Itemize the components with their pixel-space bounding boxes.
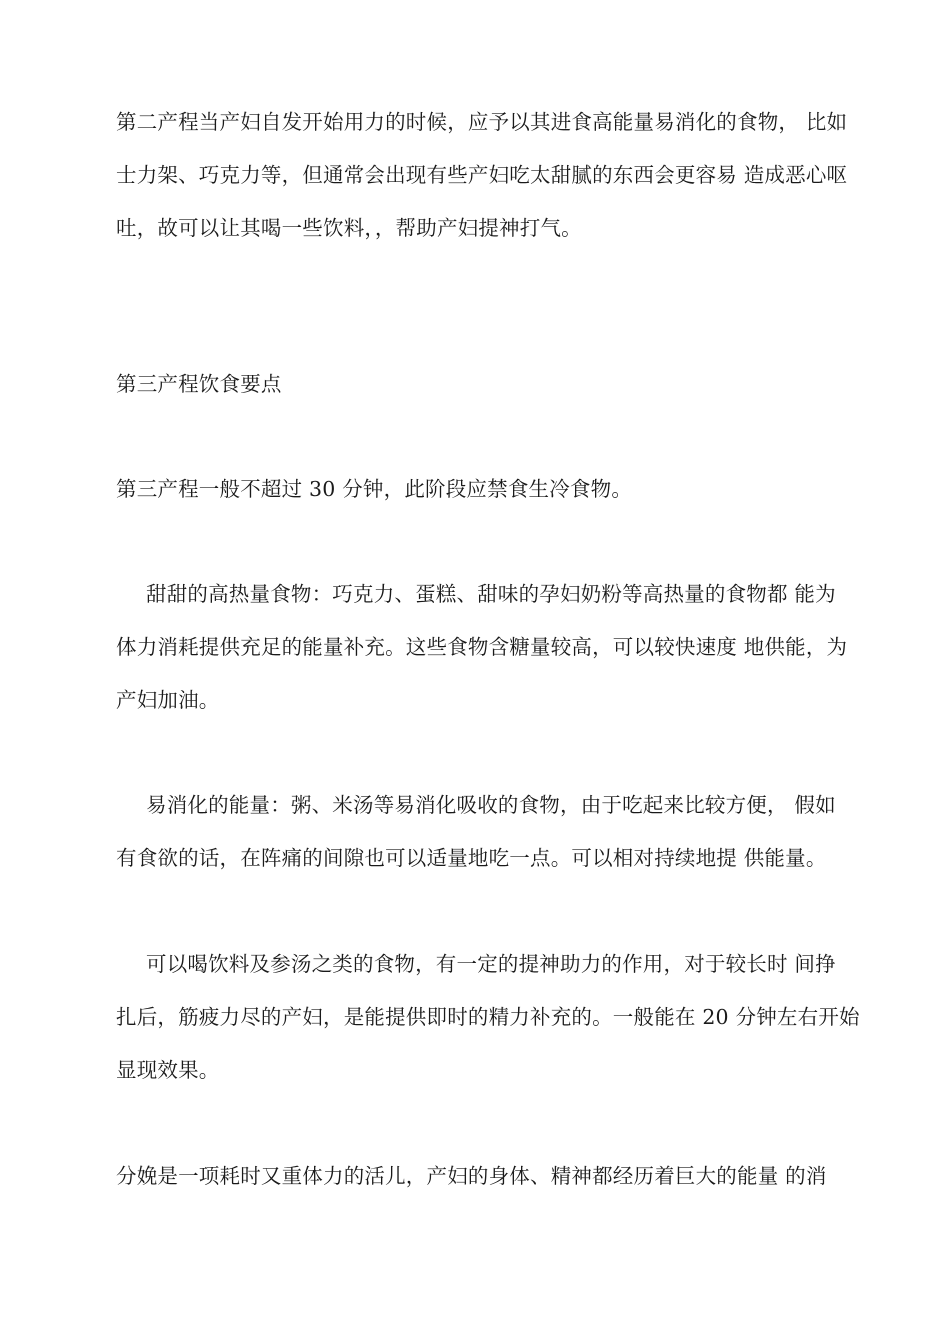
section-heading-third-stage [116,358,846,411]
text-line: 甜甜的高热量食物：巧克力、蛋糕、甜味的孕妇奶粉等高热量的食物都 能为 [146,582,836,606]
text-line: 吐，故可以让其喝一些饮料，，帮助产妇提神打气。 [116,216,582,240]
text-line: 有食欲的话，在阵痛的间隙也可以适量地吃一点。可以相对持续地提 供能量。 [116,846,827,870]
text-line: 士力架、巧克力等，但通常会出现有些产妇吃太甜腻的东西会更容易 造成恶心呕 [116,163,848,187]
text-line: 可以喝饮料及参汤之类的食物，有一定的提神助力的作用，对于较长时 间挣 [146,952,836,976]
paragraph-second-stage [116,96,846,255]
text-line: 分娩是一项耗时又重体力的活儿，产妇的身体、精神都经历着巨大的能量 的消 [116,1164,827,1188]
text-line: 第三产程一般不超过 30 分钟，此阶段应禁食生冷食物。 [116,477,633,501]
text-line: 扎后，筋疲力尽的产妇，是能提供即时的精力补充的。一般能在 20 分钟左右开始 [116,1005,860,1029]
text-line: 第二产程当产妇自发开始用力的时候，应予以其进食高能量易消化的食物， 比如 [116,110,848,134]
text-line: 产妇加油。 [116,688,220,712]
paragraph-drinks-soup [116,938,860,1097]
paragraph-digestible-energy [116,779,846,885]
paragraph-delivery-energy [116,1150,846,1203]
text-line: 体力消耗提供充足的能量补充。这些食物含糖量较高，可以较快速度 地供能，为 [116,635,848,659]
paragraph-third-stage-intro [116,463,846,516]
heading-text: 第三产程饮食要点 [116,372,282,396]
text-line: 显现效果。 [116,1058,220,1082]
paragraph-sweet-food [116,568,846,727]
text-line: 易消化的能量：粥、米汤等易消化吸收的食物，由于吃起来比较方便， 假如 [146,793,836,817]
